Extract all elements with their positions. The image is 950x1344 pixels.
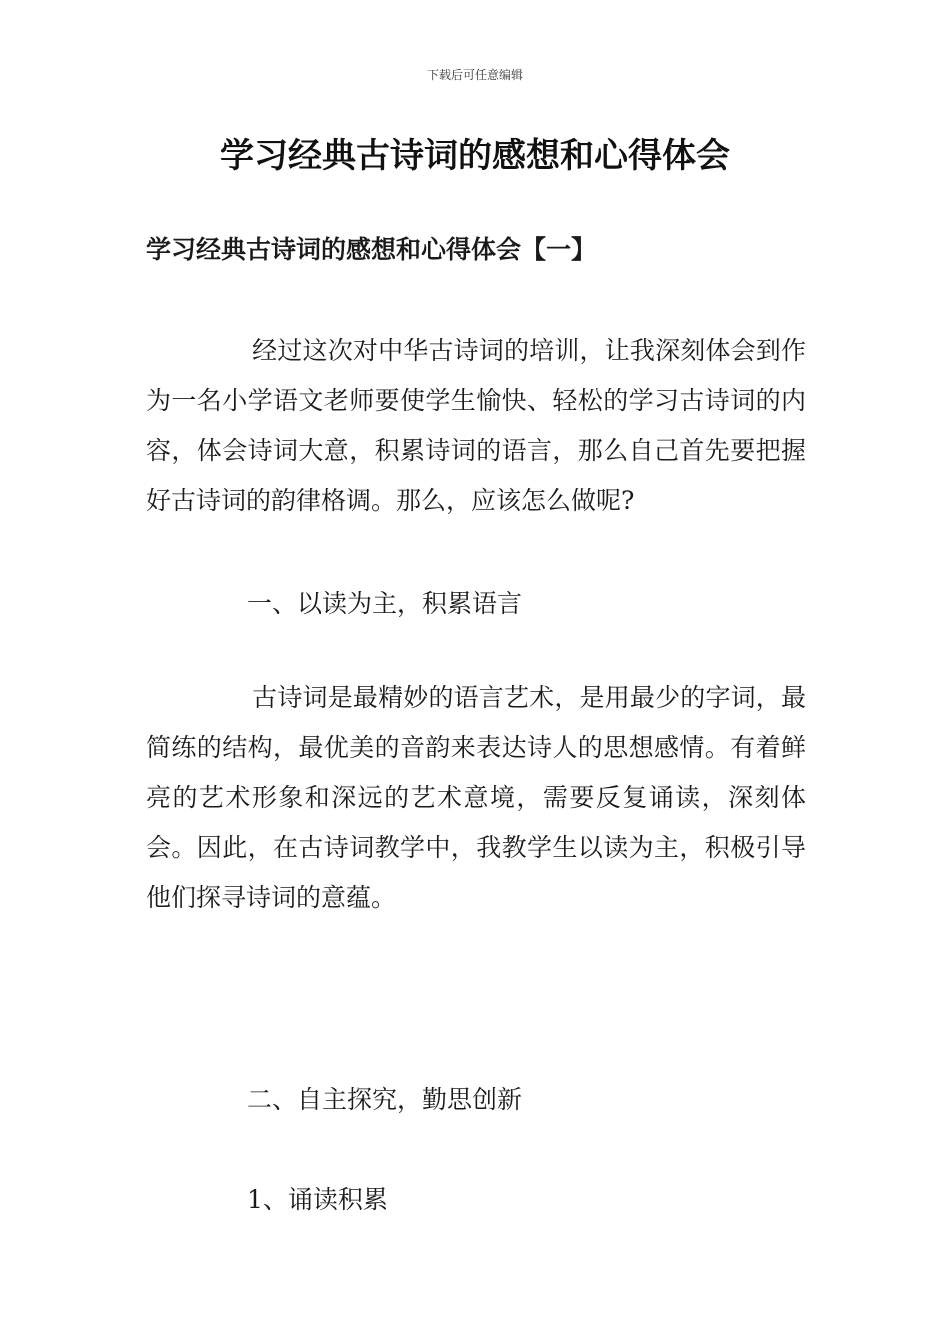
header-note: 下载后可任意编辑 <box>426 68 523 82</box>
paragraph-2-text: 古诗词是最精妙的语言艺术，是用最少的字词，最简练的结构，最优美的音韵来表达诗人的思想感情。有着鲜亮的艺术形象和深远的艺术意境，需要反复诵读，深刻体会。因此，在古诗词教学中，我教学生以读为主，积极引导他们探寻诗词的意蕴。 <box>146 683 806 912</box>
heading-recitation: 1、诵读积累 <box>247 1185 388 1214</box>
heading-reading: 一、以读为主，积累语言 <box>247 589 523 618</box>
paragraph-2 <box>146 673 806 923</box>
section-title: 学习经典古诗词的感想和心得体会【一】 <box>146 235 597 264</box>
paragraph-1-text: 经过这次对中华古诗词的培训，让我深刻体会到作为一名小学语文老师要使学生愉快、轻松的学习古诗词的内容，体会诗词大意，积累诗词的语言，那么自己首先要把握好古诗词的韵律格调。那么，应该怎么做呢? <box>146 336 806 515</box>
document-title: 学习经典古诗词的感想和心得体会 <box>220 136 730 176</box>
heading-exploration: 二、自主探究，勤思创新 <box>247 1085 523 1114</box>
paragraph-1 <box>146 326 806 526</box>
